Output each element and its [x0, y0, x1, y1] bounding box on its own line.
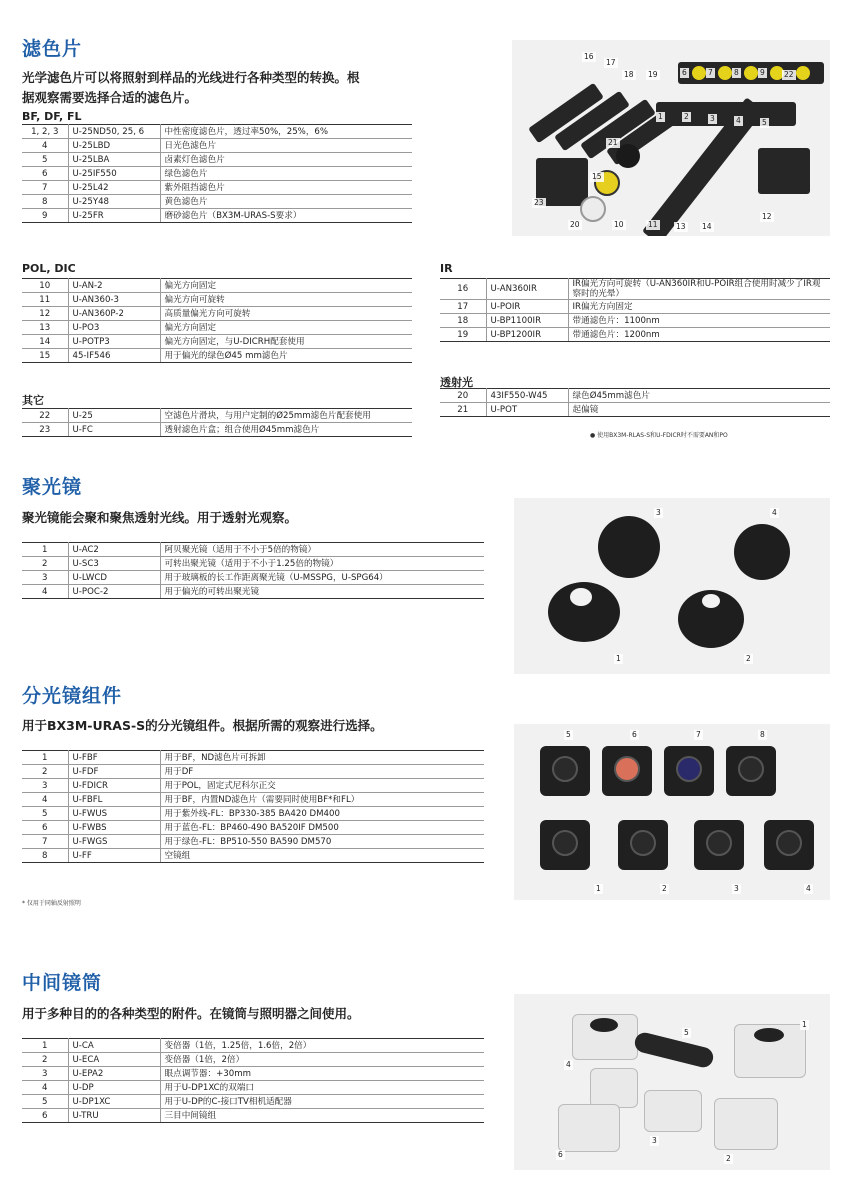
filters-footnote: ● 使用BX3M-RLAS-S和U-FDICR时不需要AN和PO [590, 432, 728, 439]
description: 用于蓝色-FL：BP460-490 BA520IF DM500 [160, 821, 484, 835]
mirror-cube-window [614, 756, 640, 782]
item-number: 15 [22, 349, 68, 363]
photo-callout-label: 5 [684, 1028, 689, 1037]
model-code: U-DP1XC [68, 1095, 160, 1109]
filters-product-photo [512, 40, 830, 236]
item-number: 1, 2, 3 [22, 125, 68, 139]
description: 用于BF，ND滤色片可拆卸 [160, 751, 484, 765]
mirror-cube-window [552, 830, 578, 856]
model-code: U-ECA [68, 1053, 160, 1067]
model-code: U-25FR [68, 209, 160, 223]
condenser-2-lens [702, 594, 720, 608]
model-code: U-LWCD [68, 571, 160, 585]
photo-callout-label: 4 [736, 116, 741, 125]
description: 偏光方向固定 [160, 321, 412, 335]
item-number: 17 [440, 300, 486, 314]
description: 用于紫外线-FL：BP330-385 BA420 DM400 [160, 807, 484, 821]
description: 起偏镜 [568, 403, 830, 417]
eyepoint-adjuster-3-body [590, 1068, 638, 1108]
model-code: U-POIR [486, 300, 568, 314]
item-number: 4 [22, 793, 68, 807]
mirror-cube [602, 746, 652, 796]
item-number: 4 [22, 585, 68, 599]
item-number: 22 [22, 409, 68, 423]
photo-callout-label: 17 [606, 58, 616, 67]
table-row [22, 209, 412, 223]
group-label-trans: 透射光 [440, 376, 473, 389]
model-code: U-25ND50, 25, 6 [68, 125, 160, 139]
description: 用于U-DP的C-接口TV相机适配器 [160, 1095, 484, 1109]
filters-bf-table [22, 124, 412, 223]
item-number: 11 [22, 293, 68, 307]
description: 磨砂滤色片（BX3M-URAS-S要求） [160, 209, 412, 223]
description: 带通滤色片：1100nm [568, 314, 830, 328]
description: 高质量偏光方向可旋转 [160, 307, 412, 321]
description: 变倍器（1倍，2倍） [160, 1053, 484, 1067]
mirror-cube [664, 746, 714, 796]
group-label-other: 其它 [22, 394, 44, 407]
mirror-cube-window [776, 830, 802, 856]
filters-intro-line2: 据观察需要选择合适的滤色片。 [22, 90, 198, 105]
photo-callout-label: 15 [592, 172, 602, 181]
model-code: U-25IF550 [68, 167, 160, 181]
model-code: U-AN-2 [68, 279, 160, 293]
item-number: 13 [22, 321, 68, 335]
group-label-pol: POL, DIC [22, 262, 76, 275]
table-row [22, 293, 412, 307]
filter-window-22 [796, 66, 810, 80]
trinocular-6 [558, 1104, 620, 1152]
description: 偏光方向可旋转 [160, 293, 412, 307]
item-number: 5 [22, 153, 68, 167]
description: 用于DF [160, 765, 484, 779]
table-row [22, 1053, 484, 1067]
photo-callout-label: 8 [760, 730, 765, 739]
photo-callout-label: 5 [566, 730, 571, 739]
table-row [22, 779, 484, 793]
photo-callout-label: 13 [676, 222, 686, 231]
table-row [22, 139, 412, 153]
description: 透射滤色片盒；组合使用Ø45mm滤色片 [160, 423, 412, 437]
mirror-cube [540, 746, 590, 796]
description: IR偏光方向固定 [568, 300, 830, 314]
model-code: U-POTP3 [68, 335, 160, 349]
table-row [22, 195, 412, 209]
photo-callout-label: 20 [570, 220, 580, 229]
photo-callout-label: 3 [652, 1136, 657, 1145]
polarizer-12 [758, 148, 810, 194]
table-row [440, 328, 830, 342]
item-number: 2 [22, 557, 68, 571]
description: 用于U-DP1XC的双端口 [160, 1081, 484, 1095]
mirror-cube-window [706, 830, 732, 856]
intermediate-product-photo [514, 994, 830, 1170]
photo-callout-label: 3 [710, 114, 715, 123]
filter-window-7 [718, 66, 732, 80]
item-number: 19 [440, 328, 486, 342]
item-number: 16 [440, 279, 486, 300]
description: 绿色Ø45mm滤色片 [568, 389, 830, 403]
condenser-3 [598, 516, 660, 578]
photo-callout-label: 6 [558, 1150, 563, 1159]
table-row [22, 821, 484, 835]
eyepoint-adjuster-3 [644, 1090, 702, 1132]
photo-callout-label: 7 [696, 730, 701, 739]
table-row [22, 571, 484, 585]
filter-disc-20 [580, 196, 606, 222]
description: 黄色滤色片 [160, 195, 412, 209]
description: 偏光方向固定 [160, 279, 412, 293]
description: 卤素灯色滤色片 [160, 153, 412, 167]
item-number: 18 [440, 314, 486, 328]
filter-window-8 [744, 66, 758, 80]
item-number: 4 [22, 139, 68, 153]
photo-callout-label: 3 [734, 884, 739, 893]
item-number: 1 [22, 1039, 68, 1053]
filters-ir-table [440, 278, 830, 342]
model-code: U-FWUS [68, 807, 160, 821]
photo-callout-label: 4 [566, 1060, 571, 1069]
table-row [22, 167, 412, 181]
mirror-cube [618, 820, 668, 870]
cube-footnote: * 仅用于同轴反射照明 [22, 900, 81, 907]
table-row [22, 751, 484, 765]
description: 绿色滤色片 [160, 167, 412, 181]
item-number: 14 [22, 335, 68, 349]
item-number: 21 [440, 403, 486, 417]
table-row [22, 1067, 484, 1081]
table-row [22, 349, 412, 363]
item-number: 3 [22, 1067, 68, 1081]
table-row [22, 557, 484, 571]
photo-callout-label: 4 [806, 884, 811, 893]
condenser-4 [734, 524, 790, 580]
model-code: U-BP1200IR [486, 328, 568, 342]
model-code: U-BP1100IR [486, 314, 568, 328]
photo-callout-label: 4 [772, 508, 777, 517]
photo-callout-label: 12 [762, 212, 772, 221]
filters-other-table [22, 408, 412, 437]
description: 用于POL，固定式尼科尔正交 [160, 779, 484, 793]
photo-callout-label: 10 [614, 220, 624, 229]
photo-callout-label: 18 [624, 70, 634, 79]
item-number: 6 [22, 1109, 68, 1123]
model-code: U-PO3 [68, 321, 160, 335]
description: 三目中间镜组 [160, 1109, 484, 1123]
model-code: U-25 [68, 409, 160, 423]
condenser-1-lens [570, 588, 592, 606]
model-code: 43IF550-W45 [486, 389, 568, 403]
item-number: 8 [22, 195, 68, 209]
description: 中性密度滤色片，透过率50%，25%，6% [160, 125, 412, 139]
model-code: U-FBF [68, 751, 160, 765]
photo-callout-label: 1 [616, 654, 621, 663]
table-row [22, 423, 412, 437]
photo-callout-label: 7 [708, 68, 713, 77]
table-row [22, 543, 484, 557]
mirror-cube [540, 820, 590, 870]
photo-callout-label: 3 [656, 508, 661, 517]
model-code: U-FDICR [68, 779, 160, 793]
model-code: U-FWGS [68, 835, 160, 849]
item-number: 10 [22, 279, 68, 293]
photo-callout-label: 2 [746, 654, 751, 663]
table-row [440, 389, 830, 403]
photo-callout-label: 2 [662, 884, 667, 893]
model-code: U-FF [68, 849, 160, 863]
condenser-table [22, 542, 484, 599]
magnifier-1-aperture [754, 1028, 784, 1042]
item-number: 23 [22, 423, 68, 437]
description: 阿贝聚光镜（适用于不小于5倍的物镜） [160, 543, 484, 557]
model-code: U-AN360IR [486, 279, 568, 300]
table-row [22, 279, 412, 293]
table-row [22, 409, 412, 423]
photo-callout-label: 19 [648, 70, 658, 79]
item-number: 5 [22, 807, 68, 821]
model-code: U-AN360P-2 [68, 307, 160, 321]
model-code: U-FC [68, 423, 160, 437]
model-code: U-AN360-3 [68, 293, 160, 307]
model-code: U-EPA2 [68, 1067, 160, 1081]
photo-callout-label: 21 [608, 138, 618, 147]
model-code: 45-IF546 [68, 349, 160, 363]
table-row [22, 335, 412, 349]
item-number: 9 [22, 209, 68, 223]
table-row [440, 314, 830, 328]
mirror-cube [726, 746, 776, 796]
description: 偏光方向固定，与U-DICRH配套使用 [160, 335, 412, 349]
table-row [22, 1095, 484, 1109]
filters-intro-line1: 光学滤色片可以将照射到样品的光线进行各种类型的转换。根 [22, 70, 360, 85]
model-code: U-CA [68, 1039, 160, 1053]
filter-window-6 [692, 66, 706, 80]
description: 变倍器（1倍，1.25倍，1.6倍，2倍） [160, 1039, 484, 1053]
table-row [22, 181, 412, 195]
intermediate-intro: 用于多种目的的各种类型的附件。在镜筒与照明器之间使用。 [22, 1006, 360, 1021]
item-number: 5 [22, 1095, 68, 1109]
table-row [22, 849, 484, 863]
description: 用于绿色-FL：BP510-550 BA590 DM570 [160, 835, 484, 849]
model-code: U-25LBD [68, 139, 160, 153]
item-number: 2 [22, 1053, 68, 1067]
description: 空镜组 [160, 849, 484, 863]
description: 用于偏光的绿色Ø45 mm滤色片 [160, 349, 412, 363]
item-number: 3 [22, 571, 68, 585]
photo-callout-label: 8 [734, 68, 739, 77]
dual-port-4-aperture [590, 1018, 618, 1032]
item-number: 4 [22, 1081, 68, 1095]
item-number: 7 [22, 181, 68, 195]
item-number: 8 [22, 849, 68, 863]
photo-callout-label: 2 [726, 1154, 731, 1163]
item-number: 12 [22, 307, 68, 321]
description: 紫外阻挡滤色片 [160, 181, 412, 195]
item-number: 6 [22, 167, 68, 181]
photo-callout-label: 16 [584, 52, 594, 61]
model-code: U-POT [486, 403, 568, 417]
model-code: U-FBFL [68, 793, 160, 807]
description: 空滤色片滑块，与用户定制的Ø25mm滤色片配套使用 [160, 409, 412, 423]
description: 用于BF，内置ND滤色片（需要同时使用BF*和FL） [160, 793, 484, 807]
table-row [22, 307, 412, 321]
table-row [22, 765, 484, 779]
photo-callout-label: 6 [682, 68, 687, 77]
item-number: 6 [22, 821, 68, 835]
item-number: 1 [22, 751, 68, 765]
table-row [440, 279, 830, 300]
photo-callout-label: 1 [658, 112, 663, 121]
model-code: U-25L42 [68, 181, 160, 195]
description: 用于玻璃板的长工作距离聚光镜（U-MSSPG，U-SPG64） [160, 571, 484, 585]
table-row [440, 403, 830, 417]
table-row [22, 1039, 484, 1053]
cube-product-photo [514, 724, 830, 900]
table-row [22, 1109, 484, 1123]
mirror-cube-window [630, 830, 656, 856]
group-label-ir: IR [440, 262, 453, 275]
cube-table [22, 750, 484, 863]
item-number: 3 [22, 779, 68, 793]
mirror-cube-window [676, 756, 702, 782]
table-row [440, 300, 830, 314]
description: 眼点调节器：+30mm [160, 1067, 484, 1081]
photo-callout-label: 1 [802, 1020, 807, 1029]
table-row [22, 585, 484, 599]
model-code: U-AC2 [68, 543, 160, 557]
model-code: U-25Y48 [68, 195, 160, 209]
mirror-cube-window [552, 756, 578, 782]
intermediate-table [22, 1038, 484, 1123]
description: IR偏光方向可旋转（U-AN360IR和U-POIR组合使用时减少了IR观察时的光晕） [568, 279, 830, 300]
cube-title: 分光镜组件 [22, 685, 123, 707]
item-number: 1 [22, 543, 68, 557]
model-code: U-DP [68, 1081, 160, 1095]
photo-callout-label: 23 [534, 198, 544, 207]
description: 可转出聚光镜（适用于不小于1.25倍的物镜） [160, 557, 484, 571]
model-code: U-FDF [68, 765, 160, 779]
condenser-product-photo [514, 498, 830, 674]
filters-pol-table [22, 278, 412, 363]
magnifier-2 [714, 1098, 778, 1150]
description: 日光色滤色片 [160, 139, 412, 153]
mirror-cube-window [738, 756, 764, 782]
table-row [22, 793, 484, 807]
mirror-cube [694, 820, 744, 870]
table-row [22, 835, 484, 849]
photo-callout-label: 5 [762, 118, 767, 127]
item-number: 7 [22, 835, 68, 849]
item-number: 2 [22, 765, 68, 779]
condenser-intro: 聚光镜能会聚和聚焦透射光线。用于透射光观察。 [22, 510, 298, 525]
model-code: U-SC3 [68, 557, 160, 571]
photo-callout-label: 9 [760, 68, 765, 77]
tv-adapter-5 [633, 1031, 715, 1070]
photo-callout-label: 6 [632, 730, 637, 739]
photo-callout-label: 11 [648, 220, 658, 229]
cube-intro: 用于BX3M-URAS-S的分光镜组件。根据所需的观察进行选择。 [22, 718, 383, 733]
intermediate-title: 中间镜筒 [22, 972, 103, 994]
condenser-title: 聚光镜 [22, 476, 83, 498]
item-number: 20 [440, 389, 486, 403]
filters-title: 滤色片 [22, 38, 83, 60]
model-code: U-25LBA [68, 153, 160, 167]
photo-callout-label: 22 [784, 70, 794, 79]
model-code: U-POC-2 [68, 585, 160, 599]
table-row [22, 321, 412, 335]
table-row [22, 807, 484, 821]
model-code: U-TRU [68, 1109, 160, 1123]
table-row [22, 153, 412, 167]
model-code: U-FWBS [68, 821, 160, 835]
description: 用于偏光的可转出聚光镜 [160, 585, 484, 599]
photo-callout-label: 2 [684, 112, 689, 121]
filters-trans-table [440, 388, 830, 417]
photo-callout-label: 1 [596, 884, 601, 893]
polarizer-disc-21 [616, 144, 640, 168]
mirror-cube [764, 820, 814, 870]
description: 带通滤色片：1200nm [568, 328, 830, 342]
table-row [22, 125, 412, 139]
photo-callout-label: 14 [702, 222, 712, 231]
table-row [22, 1081, 484, 1095]
group-label-bf: BF, DF, FL [22, 110, 82, 123]
